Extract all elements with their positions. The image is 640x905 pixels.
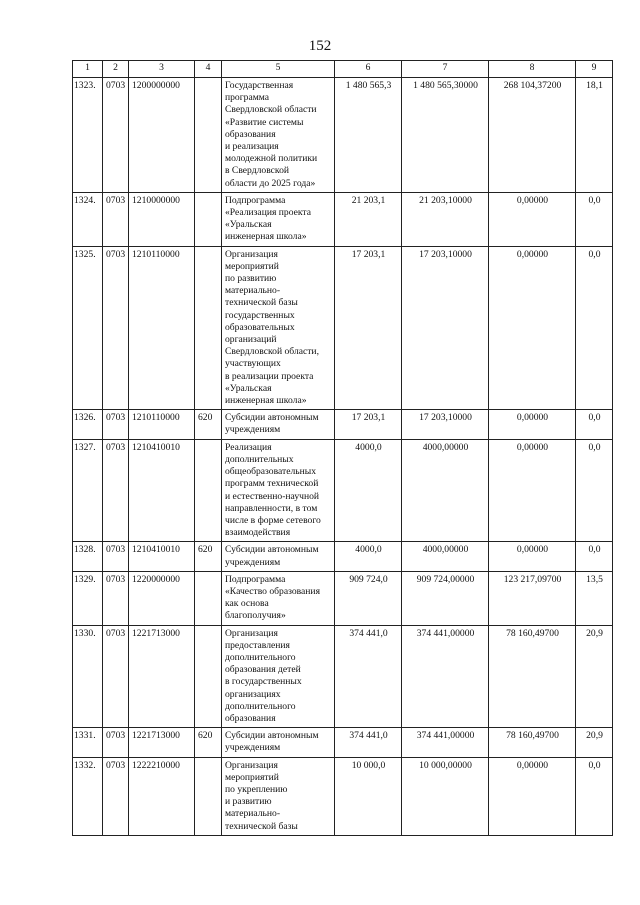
column-header-1: 1 <box>73 61 103 78</box>
column-header-3: 3 <box>129 61 195 78</box>
value-col-7: 10 000,00000 <box>402 757 489 835</box>
expense-type-code <box>195 757 222 835</box>
row-number: 1323. <box>73 78 103 193</box>
expense-type-code <box>195 246 222 410</box>
value-col-6: 4000,0 <box>335 542 402 571</box>
value-col-7: 374 441,00000 <box>402 728 489 757</box>
table-row <box>73 439 613 542</box>
section-code: 0703 <box>103 625 129 728</box>
value-col-9: 0,0 <box>576 439 613 542</box>
value-col-8: 0,00000 <box>489 542 576 571</box>
value-col-6: 4000,0 <box>335 439 402 542</box>
value-col-8: 78 160,49700 <box>489 625 576 728</box>
value-col-9: 0,0 <box>576 246 613 410</box>
item-name: Государственная программа Свердловской области «Развитие системы образования и реализация молодежной политики в Свердловской области до 2025 года» <box>222 78 335 193</box>
row-number: 1326. <box>73 410 103 439</box>
value-col-6: 374 441,0 <box>335 728 402 757</box>
table-row <box>73 192 613 246</box>
item-name: Подпрограмма «Качество образования как основа благополучия» <box>222 571 335 625</box>
column-header-8: 8 <box>489 61 576 78</box>
expense-type-code <box>195 192 222 246</box>
expense-type-code <box>195 571 222 625</box>
value-col-9: 13,5 <box>576 571 613 625</box>
item-name: Субсидии автономным учреждениям <box>222 410 335 439</box>
table-row <box>73 625 613 728</box>
value-col-9: 0,0 <box>576 410 613 439</box>
value-col-8: 0,00000 <box>489 757 576 835</box>
row-number: 1327. <box>73 439 103 542</box>
value-col-6: 1 480 565,3 <box>335 78 402 193</box>
value-col-7: 4000,00000 <box>402 439 489 542</box>
value-col-9: 18,1 <box>576 78 613 193</box>
page-number: 152 <box>308 38 332 54</box>
table-body <box>73 78 613 836</box>
row-number: 1331. <box>73 728 103 757</box>
value-col-7: 1 480 565,30000 <box>402 78 489 193</box>
expense-type-code <box>195 439 222 542</box>
value-col-8: 78 160,49700 <box>489 728 576 757</box>
row-number: 1328. <box>73 542 103 571</box>
table-row <box>73 78 613 193</box>
value-col-6: 17 203,1 <box>335 410 402 439</box>
value-col-7: 21 203,10000 <box>402 192 489 246</box>
row-number: 1325. <box>73 246 103 410</box>
column-header-9: 9 <box>576 61 613 78</box>
target-article-code: 1221713000 <box>129 625 195 728</box>
section-code: 0703 <box>103 439 129 542</box>
column-header-4: 4 <box>195 61 222 78</box>
table-header <box>73 61 613 78</box>
column-header-5: 5 <box>222 61 335 78</box>
section-code: 0703 <box>103 78 129 193</box>
section-code: 0703 <box>103 728 129 757</box>
table-row <box>73 757 613 835</box>
row-number: 1330. <box>73 625 103 728</box>
value-col-8: 0,00000 <box>489 439 576 542</box>
value-col-7: 4000,00000 <box>402 542 489 571</box>
value-col-8: 123 217,09700 <box>489 571 576 625</box>
expense-type-code: 620 <box>195 542 222 571</box>
value-col-9: 0,0 <box>576 542 613 571</box>
section-code: 0703 <box>103 246 129 410</box>
value-col-7: 909 724,00000 <box>402 571 489 625</box>
row-number: 1324. <box>73 192 103 246</box>
item-name: Организация мероприятий по развитию материально- технической базы государственных образовательных организаций Свердловской области, участвующих в реализации проекта «Уральская инженерная школа» <box>222 246 335 410</box>
value-col-9: 20,9 <box>576 625 613 728</box>
column-header-2: 2 <box>103 61 129 78</box>
row-number: 1329. <box>73 571 103 625</box>
item-name: Организация мероприятий по укреплению и развитию материально- технической базы <box>222 757 335 835</box>
table-row <box>73 542 613 571</box>
target-article-code: 1200000000 <box>129 78 195 193</box>
column-header-6: 6 <box>335 61 402 78</box>
expense-type-code <box>195 625 222 728</box>
value-col-8: 0,00000 <box>489 410 576 439</box>
value-col-7: 17 203,10000 <box>402 246 489 410</box>
column-header-7: 7 <box>402 61 489 78</box>
value-col-9: 20,9 <box>576 728 613 757</box>
section-code: 0703 <box>103 571 129 625</box>
target-article-code: 1222210000 <box>129 757 195 835</box>
value-col-7: 374 441,00000 <box>402 625 489 728</box>
section-code: 0703 <box>103 757 129 835</box>
item-name: Подпрограмма «Реализация проекта «Уральская инженерная школа» <box>222 192 335 246</box>
table-row <box>73 410 613 439</box>
value-col-7: 17 203,10000 <box>402 410 489 439</box>
target-article-code: 1210110000 <box>129 410 195 439</box>
value-col-8: 268 104,37200 <box>489 78 576 193</box>
target-article-code: 1220000000 <box>129 571 195 625</box>
expense-type-code <box>195 78 222 193</box>
value-col-6: 10 000,0 <box>335 757 402 835</box>
item-name: Организация предоставления дополнительного образования детей в государственных организациях дополнительного образования <box>222 625 335 728</box>
item-name: Субсидии автономным учреждениям <box>222 728 335 757</box>
value-col-6: 21 203,1 <box>335 192 402 246</box>
section-code: 0703 <box>103 192 129 246</box>
header-row <box>73 61 613 78</box>
row-number: 1332. <box>73 757 103 835</box>
table-row <box>73 571 613 625</box>
target-article-code: 1210410010 <box>129 439 195 542</box>
section-code: 0703 <box>103 410 129 439</box>
value-col-6: 909 724,0 <box>335 571 402 625</box>
item-name: Реализация дополнительных общеобразовательных программ технической и естественно-научной направленности, в том числе в форме сетевого взаимодействия <box>222 439 335 542</box>
table-row <box>73 728 613 757</box>
value-col-8: 0,00000 <box>489 246 576 410</box>
target-article-code: 1210410010 <box>129 542 195 571</box>
value-col-6: 17 203,1 <box>335 246 402 410</box>
expense-type-code: 620 <box>195 728 222 757</box>
section-code: 0703 <box>103 542 129 571</box>
table-row <box>73 246 613 410</box>
value-col-9: 0,0 <box>576 192 613 246</box>
target-article-code: 1210110000 <box>129 246 195 410</box>
value-col-9: 0,0 <box>576 757 613 835</box>
expense-type-code: 620 <box>195 410 222 439</box>
target-article-code: 1210000000 <box>129 192 195 246</box>
value-col-6: 374 441,0 <box>335 625 402 728</box>
target-article-code: 1221713000 <box>129 728 195 757</box>
budget-table <box>72 60 613 836</box>
item-name: Субсидии автономным учреждениям <box>222 542 335 571</box>
value-col-8: 0,00000 <box>489 192 576 246</box>
